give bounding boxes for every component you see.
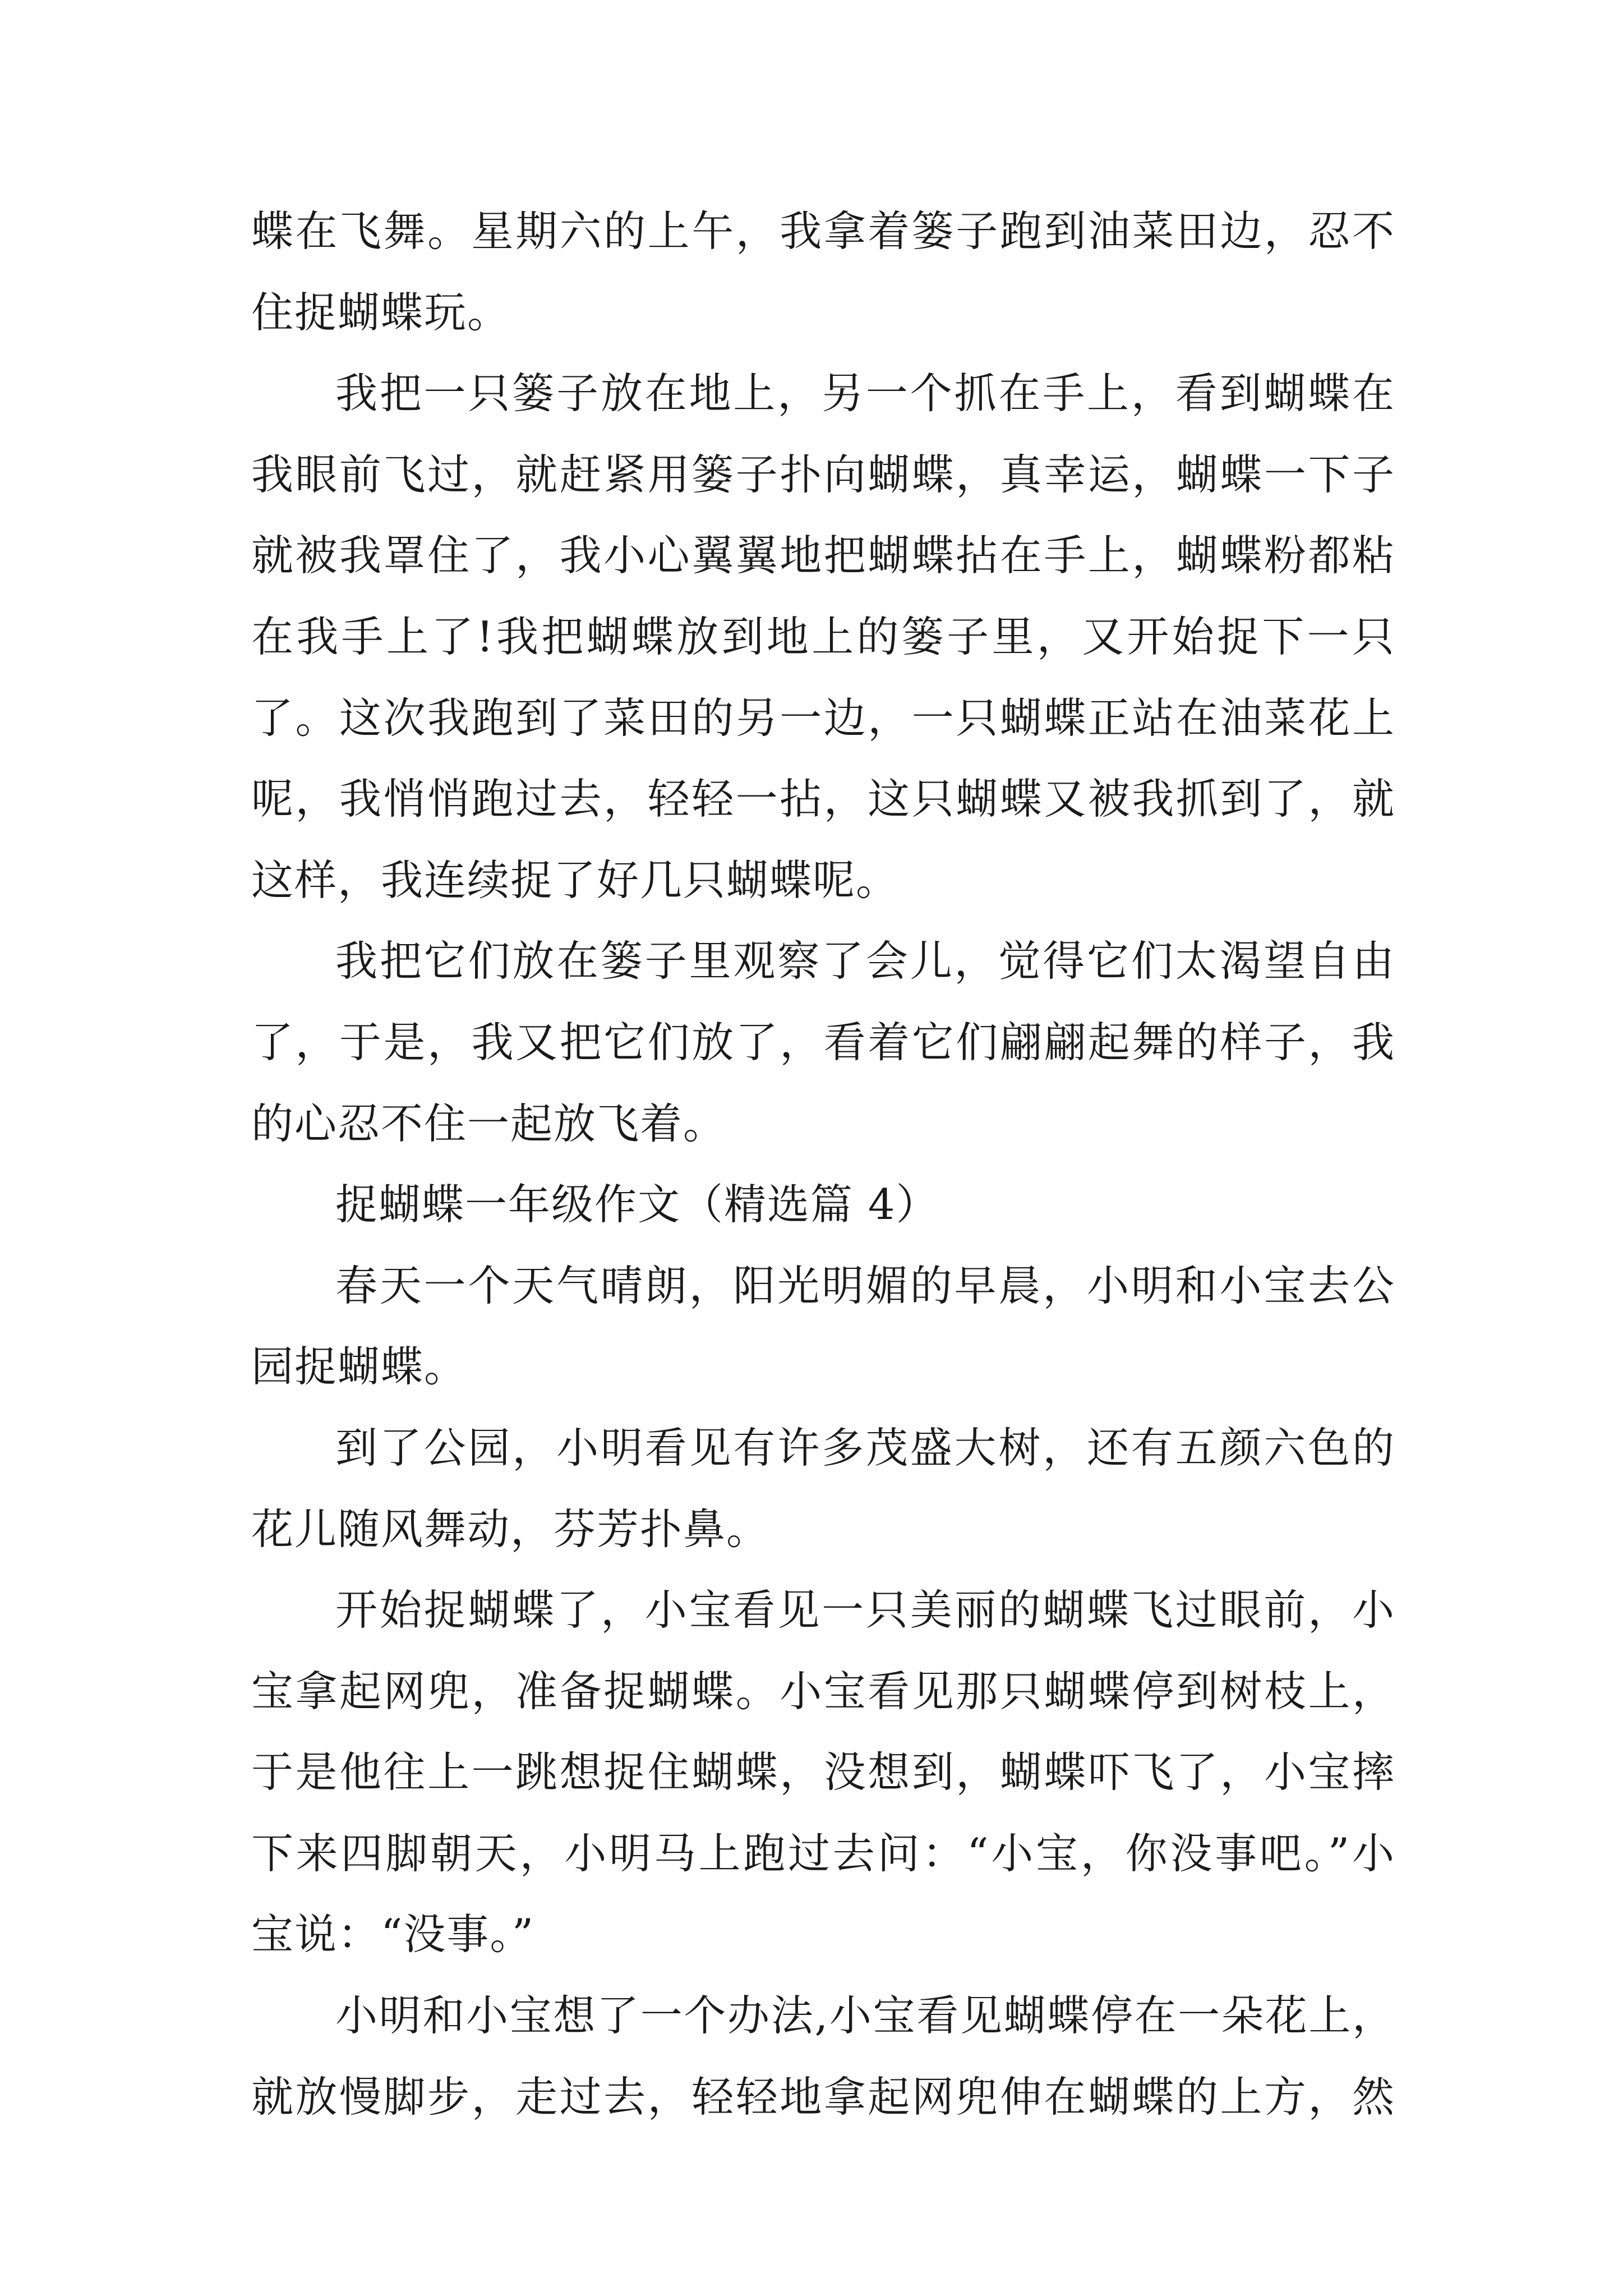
text-line: 我眼前飞过，就赶紧用篓子扑向蝴蝶，真幸运，蝴蝶一下子 <box>251 449 1395 499</box>
text-line: 呢，我悄悄跑过去，轻轻一拈，这只蝴蝶又被我抓到了，就 <box>251 774 1395 824</box>
text-line: 住捉蝴蝶玩。 <box>251 287 511 337</box>
text-line: 就放慢脚步，走过去，轻轻地拿起网兜伸在蝴蝶的上方，然 <box>251 2072 1395 2122</box>
text-line: 了，于是，我又把它们放了，看着它们翩翩起舞的样子，我 <box>251 1017 1395 1067</box>
text-line: 我把它们放在篓子里观察了会儿，觉得它们太渴望自由 <box>335 936 1395 986</box>
text-line: 就被我罩住了，我小心翼翼地把蝴蝶拈在手上，蝴蝶粉都粘 <box>251 531 1395 581</box>
section-heading: 捉蝴蝶一年级作文（精选篇 4） <box>335 1180 939 1230</box>
text-line: 开始捉蝴蝶了，小宝看见一只美丽的蝴蝶飞过眼前，小 <box>335 1585 1395 1635</box>
text-line: 我把一只篓子放在地上，另一个抓在手上，看到蝴蝶在 <box>335 369 1395 418</box>
body-text <box>251 191 1395 2137</box>
text-line: 下来四脚朝天，小明马上跑过去问：“小宝，你没事吧。”小 <box>251 1828 1395 1878</box>
text-line: 于是他往上一跳想捉住蝴蝶，没想到，蝴蝶吓飞了，小宝摔 <box>251 1747 1395 1797</box>
text-line: 这样，我连续捉了好几只蝴蝶呢。 <box>251 855 900 905</box>
text-line: 宝拿起网兜，准备捉蝴蝶。小宝看见那只蝴蝶停到树枝上， <box>251 1666 1395 1716</box>
text-line: 春天一个天气晴朗，阳光明媚的早晨，小明和小宝去公 <box>335 1260 1395 1310</box>
text-line: 宝说：“没事。” <box>251 1910 535 1959</box>
text-line: 小明和小宝想了一个办法,小宝看见蝴蝶停在一朵花上， <box>335 1991 1395 2041</box>
text-line: 在我手上了!我把蝴蝶放到地上的篓子里，又开始捉下一只 <box>251 611 1395 661</box>
text-line: 花儿随风舞动，芬芳扑鼻。 <box>251 1504 770 1554</box>
text-line: 蝶在飞舞。星期六的上午，我拿着篓子跑到油菜田边，忍不 <box>251 206 1395 256</box>
text-line: 园捉蝴蝶。 <box>251 1342 468 1392</box>
text-line: 了。这次我跑到了菜田的另一边，一只蝴蝶正站在油菜花上 <box>251 693 1395 743</box>
text-line: 的心忍不住一起放飞着。 <box>251 1098 727 1148</box>
text-line: 到了公园，小明看见有许多茂盛大树，还有五颜六色的 <box>335 1423 1395 1473</box>
